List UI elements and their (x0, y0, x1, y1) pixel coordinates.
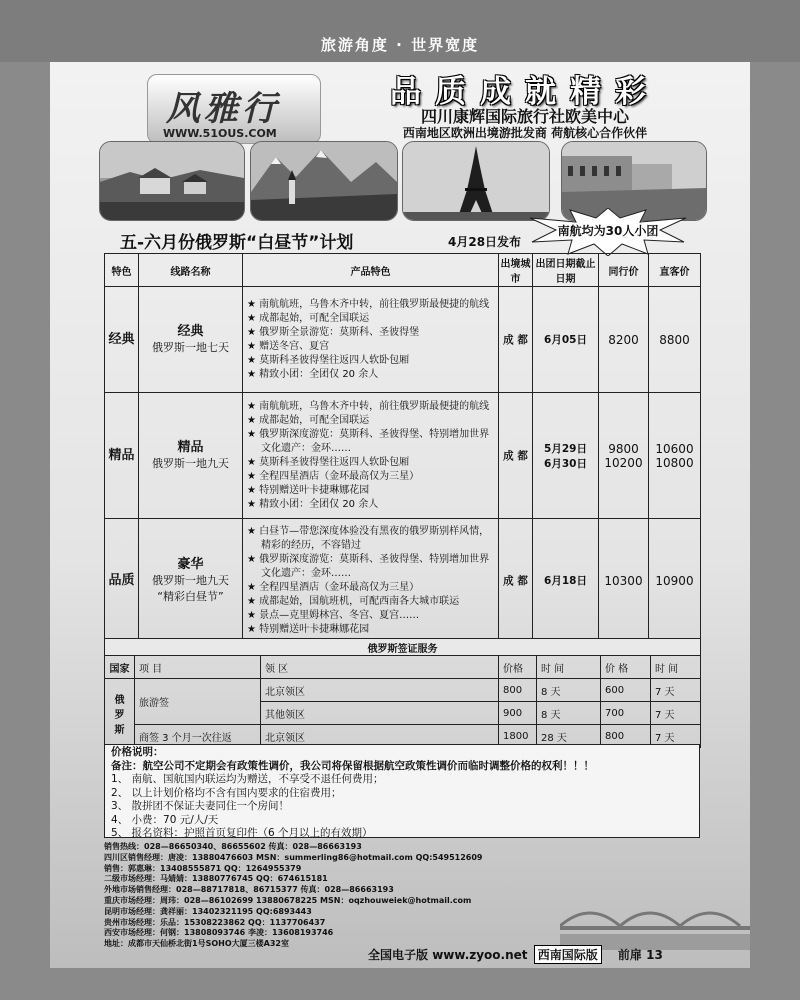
feature-list (243, 519, 499, 643)
feature-item: ★ 成都起始，可配全国联运 (247, 312, 370, 324)
visa-price2: 800 (601, 725, 651, 748)
feature-item: ★ 景点—克里姆林宫、冬宫、夏宫…… (247, 609, 420, 621)
trade-price: 9800 10200 (599, 393, 649, 519)
contact-line: 地址：成都市天仙桥北街1号SOHO大厦三楼A32室 (104, 939, 289, 949)
photo-village (99, 141, 245, 221)
small-group-burst (528, 208, 688, 256)
burst-label: 南航均为30人小团 (557, 224, 659, 238)
visa-header-time1: 时 间 (537, 656, 601, 679)
visa-region: 北京领区 (261, 679, 499, 702)
visa-header-country: 国家 (105, 656, 135, 679)
route-extra: “精彩白昼节” (157, 589, 224, 603)
header-product: 产品特色 (243, 254, 499, 287)
feature-item: ★ 莫斯科圣彼得堡往返四人软卧包厢 (247, 456, 410, 468)
header-tagline: 旅游角度 · 世界宽度 (320, 36, 480, 54)
row-category: 经典 (105, 287, 139, 393)
departure-dates: 5月29日 6月30日 (533, 393, 599, 519)
page-footer (368, 945, 663, 964)
feature-item: ★ 白昼节—带您深度体验没有黑夜的俄罗斯别样风情，精彩的经历，不容错过 (247, 525, 490, 551)
row-category: 品质 (105, 519, 139, 643)
visa-table (104, 638, 701, 748)
tour-table (104, 253, 701, 643)
header-city: 出境城市 (499, 254, 533, 287)
visa-header-price1: 价格 (499, 656, 537, 679)
visa-price1: 1800 (499, 725, 537, 748)
plan-title: 五-六月份俄罗斯“白昼节”计划 (120, 233, 354, 253)
contact-line: 重庆市场经理：周玮：028—86102699 13880678225 MSN：oqzhouweiek@hotmail.com (104, 895, 472, 905)
trade-price: 10300 (599, 519, 649, 643)
route-cell (139, 287, 243, 393)
feature-item: ★ 赠送冬宫、夏宫 (247, 340, 330, 352)
contact-line: 销售：郭惠琳：13408555871 QQ：1264955379 (104, 863, 302, 873)
departure-dates: 6月18日 (533, 519, 599, 643)
header-feature: 特色 (105, 254, 139, 287)
footer-section: 前扉 (617, 948, 642, 962)
footer-site: www.zyoo.net (432, 948, 528, 962)
feature-item: ★ 精致小团：全团仅 20 余人 (247, 498, 379, 510)
route-desc: 俄罗斯一地九天 (152, 456, 229, 470)
notes-line: 2、 以上计划价格均不含有国内要求的住宿费用； (111, 786, 342, 799)
feature-item: ★ 全程四星酒店（金环最高仅为三星） (247, 581, 420, 593)
retail-price: 10900 (649, 519, 701, 643)
route-desc: 俄罗斯一地九天 (152, 573, 229, 587)
header-trade-price: 同行价 (599, 254, 649, 287)
route-desc: 俄罗斯一地七天 (152, 340, 229, 354)
contact-line: 西安市场经理：何钢：13808093746 李凌：13608193746 (104, 928, 334, 938)
feature-item: ★ 俄罗斯全景游览：莫斯科、圣彼得堡 (247, 326, 420, 338)
visa-country: 俄罗斯 (105, 679, 135, 748)
header-retail-price: 直客价 (649, 254, 701, 287)
logo-text: 风雅行 (166, 89, 280, 129)
departure-city: 成 都 (499, 519, 533, 643)
visa-header-item: 项 目 (135, 656, 261, 679)
brand-url: WWW.51OUS.COM (163, 127, 277, 140)
notes-line: 5、 报名资料：护照首页复印件（6 个月以上的有效期） (111, 827, 373, 839)
departure-city: 成 都 (499, 287, 533, 393)
feature-item: ★ 精致小团：全团仅 20 余人 (247, 368, 379, 380)
visa-price2: 700 (601, 702, 651, 725)
notes-line: 3、 散拼团不保证夫妻同住一个房间！ (111, 800, 290, 812)
route-name: 经典 (177, 323, 204, 339)
notes-line: 备注：航空公司不定期会有政策性调价，我公司将保留根据航空政策性调价而临时调整价格的权利！！！ (111, 759, 594, 772)
feature-item: ★ 成都起始，国航班机，可配西南各大城市联运 (247, 595, 460, 607)
top-banner (0, 0, 800, 62)
visa-time2: 7 天 (651, 725, 701, 748)
visa-time2: 7 天 (651, 679, 701, 702)
feature-item: ★ 特别赠送叶卡捷琳娜花园 (247, 623, 370, 635)
visa-item: 商签 3 个月一次往返 (135, 725, 261, 748)
feature-item: ★ 特别赠送叶卡捷琳娜花园 (247, 484, 370, 496)
visa-header-price2: 价 格 (601, 656, 651, 679)
bridge-scenery (560, 890, 750, 950)
departure-city: 成 都 (499, 393, 533, 519)
notes-line: 4、 小费：70 元/人/天 (111, 813, 219, 826)
footer-edition: 全国电子版 (368, 948, 429, 962)
row-category: 精品 (105, 393, 139, 519)
brand-logo (147, 74, 321, 144)
feature-list (243, 287, 499, 393)
feature-item: ★ 南航航班，乌鲁木齐中转，前往俄罗斯最便捷的航线 (247, 400, 490, 412)
visa-title: 俄罗斯签证服务 (105, 639, 701, 656)
contact-line: 外地市场销售经理：028—88717818、86715377 传真：028—86663193 (104, 885, 394, 895)
notes-line: 1、 南航、国航国内联运均为赠送，不享受不退任何费用； (111, 773, 384, 785)
table-row (105, 393, 701, 519)
page-number: 13 (646, 948, 663, 962)
table-row (105, 679, 701, 702)
footer-badge: 西南国际版 (534, 945, 602, 964)
contact-line: 昆明市场经理：龚祥丽：13402321195 QQ:6893443 (104, 906, 312, 916)
photo-mountains (250, 141, 398, 221)
contact-line: 销售热线：028—86650340、86655602 传真：028—86663193 (104, 842, 362, 851)
visa-item: 旅游签 (135, 679, 261, 725)
visa-time1: 28 天 (537, 725, 601, 748)
visa-time2: 7 天 (651, 702, 701, 725)
feature-item: ★ 全程四星酒店（金环最高仅为三星） (247, 470, 420, 482)
route-name: 豪华 (177, 556, 204, 572)
slogan: 品质成就精彩 (390, 74, 660, 110)
feature-list (243, 393, 499, 519)
notes-title: 价格说明： (111, 746, 164, 758)
contact-line: 贵州市场经理：乐品：15308223862 QQ：1137706437 (104, 917, 326, 927)
visa-header-region: 领 区 (261, 656, 499, 679)
contact-line: 四川区销售经理：唐凌：13880476603 MSN：summerling86@hotmail.com QQ:549512609 (104, 852, 483, 862)
price-notes (104, 744, 700, 838)
feature-item: ★ 俄罗斯深度游览：莫斯科、圣彼得堡、特别增加世界文化遗产：金环…… (247, 428, 490, 454)
visa-time1: 8 天 (537, 679, 601, 702)
header-dates: 出团日期截止日期 (533, 254, 599, 287)
departure-dates: 6月05日 (533, 287, 599, 393)
visa-price2: 600 (601, 679, 651, 702)
feature-item: ★ 莫斯科圣彼得堡往返四人软卧包厢 (247, 354, 410, 366)
table-row (105, 519, 701, 643)
trade-price: 8200 (599, 287, 649, 393)
feature-item: ★ 南航航班，乌鲁木齐中转，前往俄罗斯最便捷的航线 (247, 298, 490, 310)
route-cell (139, 393, 243, 519)
plan-publish-date: 4月28日发布 (448, 235, 522, 249)
visa-region: 其他领区 (261, 702, 499, 725)
agency-name: 四川康辉国际旅行社欧美中心 (420, 107, 629, 126)
visa-region: 北京领区 (261, 725, 499, 748)
retail-price: 10600 10800 (649, 393, 701, 519)
visa-time1: 8 天 (537, 702, 601, 725)
tour-table-header (105, 254, 701, 287)
feature-item: ★ 成都起始，可配全国联运 (247, 414, 370, 426)
contact-line: 二级市场经理：马婧婧：13880776745 QQ：674615181 (104, 874, 328, 884)
feature-item: ★ 俄罗斯深度游览：莫斯科、圣彼得堡、特别增加世界文化遗产：金环…… (247, 553, 490, 579)
visa-header-time2: 时 间 (651, 656, 701, 679)
table-row (105, 287, 701, 393)
partner-line: 西南地区欧洲出境游批发商 荷航核心合作伙伴 (402, 126, 648, 140)
route-cell (139, 519, 243, 643)
retail-price: 8800 (649, 287, 701, 393)
visa-header (105, 656, 701, 679)
visa-price1: 900 (499, 702, 537, 725)
route-name: 精品 (177, 439, 204, 455)
visa-price1: 800 (499, 679, 537, 702)
header-route: 线路名称 (139, 254, 243, 287)
